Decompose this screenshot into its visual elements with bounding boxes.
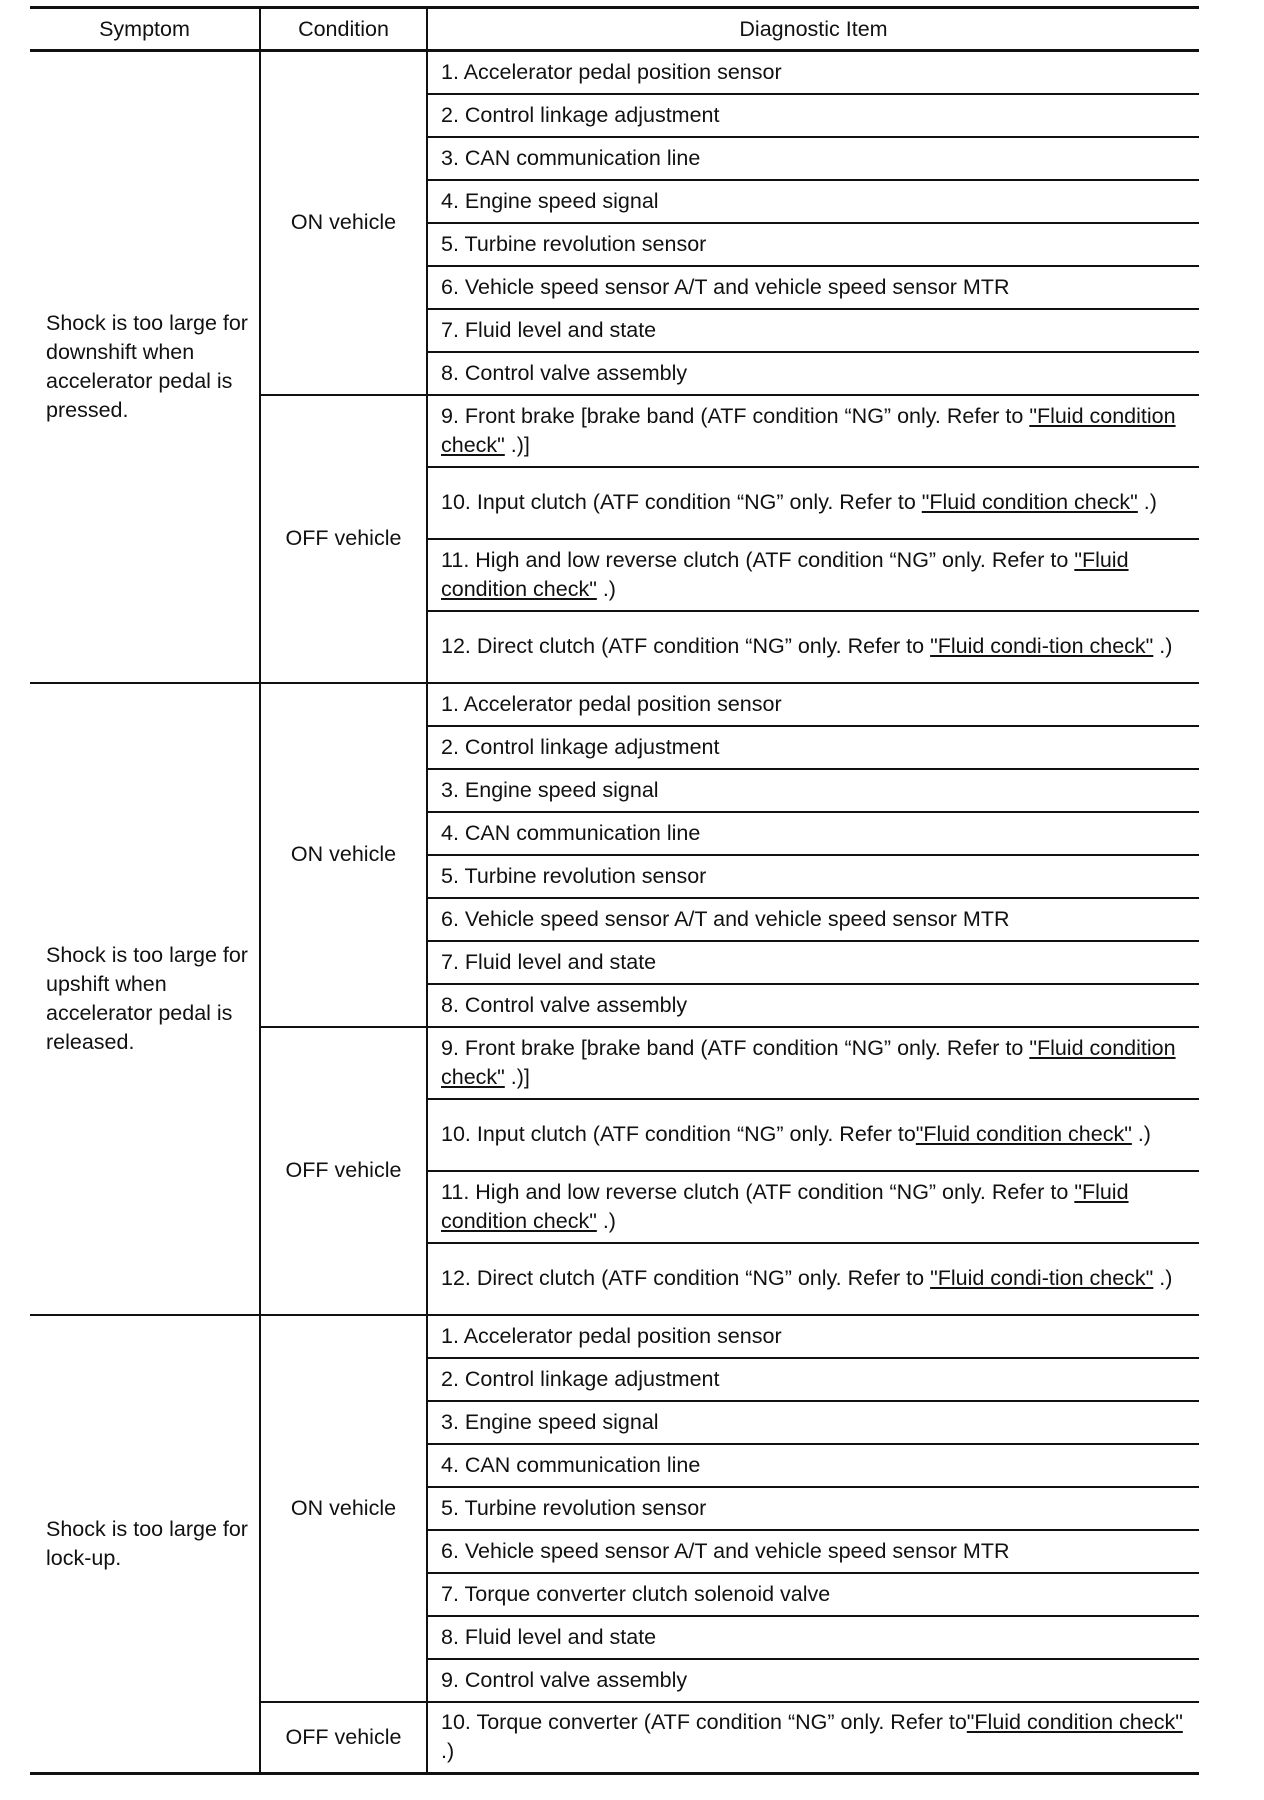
diagnostic-item: 4. CAN communication line bbox=[427, 1444, 1199, 1487]
symptom-cell: Shock is too large for upshift when accelerator pedal is released. bbox=[30, 683, 260, 1315]
diagnostic-item: 1. Accelerator pedal position sensor bbox=[427, 683, 1199, 726]
item-text-suffix: .) bbox=[1131, 1122, 1151, 1146]
diagnostic-item bbox=[427, 1702, 1199, 1774]
diagnostic-item: 8. Control valve assembly bbox=[427, 352, 1199, 395]
item-text: 9. Front brake [brake band (ATF condition “NG” only. Refer to bbox=[441, 403, 1030, 428]
diagnostic-item: 8. Control valve assembly bbox=[427, 984, 1199, 1027]
condition-on-vehicle: ON vehicle bbox=[260, 683, 427, 1027]
header-condition: Condition bbox=[260, 8, 427, 51]
diagnostic-item: 4. Engine speed signal bbox=[427, 180, 1199, 223]
fluid-condition-check-link[interactable]: "Fluid condition check" bbox=[441, 1179, 1129, 1233]
diagnostic-item: 7. Fluid level and state bbox=[427, 309, 1199, 352]
item-text: 10. Input clutch (ATF condition “NG” only. Refer to bbox=[441, 490, 922, 514]
condition-on-vehicle: ON vehicle bbox=[260, 51, 427, 395]
diagnostic-item bbox=[427, 1099, 1199, 1171]
item-text-suffix: .) bbox=[1153, 634, 1173, 658]
diagnostic-item: 1. Accelerator pedal position sensor bbox=[427, 1315, 1199, 1358]
diagnostic-item bbox=[427, 1243, 1199, 1315]
item-text-suffix: .)] bbox=[504, 1064, 530, 1089]
diagnostic-item: 7. Fluid level and state bbox=[427, 941, 1199, 984]
diagnostic-item: 8. Fluid level and state bbox=[427, 1616, 1199, 1659]
table-row bbox=[30, 1315, 1199, 1358]
condition-on-vehicle: ON vehicle bbox=[260, 1315, 427, 1702]
symptom-cell: Shock is too large for lock-up. bbox=[30, 1315, 260, 1774]
diagnostic-item: 6. Vehicle speed sensor A/T and vehicle speed sensor MTR bbox=[427, 266, 1199, 309]
diagnostic-item: 5. Turbine revolution sensor bbox=[427, 855, 1199, 898]
table-row bbox=[30, 683, 1199, 726]
diagnostic-item: 2. Control linkage adjustment bbox=[427, 726, 1199, 769]
item-text: 12. Direct clutch (ATF condition “NG” only. Refer to bbox=[441, 634, 931, 658]
diagnostic-item: 9. Control valve assembly bbox=[427, 1659, 1199, 1702]
fluid-condition-check-link[interactable]: "Fluid condition check" bbox=[921, 490, 1138, 514]
diagnostic-item: 3. Engine speed signal bbox=[427, 769, 1199, 812]
item-text: 10. Input clutch (ATF condition “NG” only. Refer to bbox=[441, 1122, 916, 1146]
diagnostic-item: 4. CAN communication line bbox=[427, 812, 1199, 855]
diagnostic-item: 2. Control linkage adjustment bbox=[427, 1358, 1199, 1401]
diagnostic-item bbox=[427, 1171, 1199, 1243]
diagnostic-table bbox=[30, 6, 1199, 1775]
header-diagnostic-item: Diagnostic Item bbox=[427, 8, 1199, 51]
diagnostic-item: 2. Control linkage adjustment bbox=[427, 94, 1199, 137]
diagnostic-item: 1. Accelerator pedal position sensor bbox=[427, 51, 1199, 94]
fluid-condition-check-link[interactable]: "Fluid condition check" bbox=[441, 547, 1129, 601]
table-body bbox=[30, 51, 1199, 1774]
diagnostic-item bbox=[427, 395, 1199, 467]
fluid-condition-check-link[interactable]: "Fluid condi-tion check" bbox=[930, 1266, 1154, 1290]
table-header-row bbox=[30, 8, 1199, 51]
diagnostic-item bbox=[427, 1027, 1199, 1099]
diagnostic-item: 3. CAN communication line bbox=[427, 137, 1199, 180]
item-text-suffix: .) bbox=[1153, 1266, 1173, 1290]
diagnostic-item: 7. Torque converter clutch solenoid valve bbox=[427, 1573, 1199, 1616]
fluid-condition-check-link[interactable]: "Fluid condi-tion check" bbox=[930, 634, 1154, 658]
item-text: 11. High and low reverse clutch (ATF condition “NG” only. Refer to bbox=[441, 547, 1075, 572]
fluid-condition-check-link[interactable]: "Fluid condition check" bbox=[966, 1710, 1183, 1735]
diagnostic-item bbox=[427, 539, 1199, 611]
item-text: 9. Front brake [brake band (ATF condition “NG” only. Refer to bbox=[441, 1035, 1030, 1060]
fluid-condition-check-link[interactable]: "Fluid condition check" bbox=[441, 1035, 1176, 1089]
diagnostic-item: 6. Vehicle speed sensor A/T and vehicle speed sensor MTR bbox=[427, 898, 1199, 941]
item-text-suffix: .) bbox=[441, 1739, 455, 1764]
condition-off-vehicle: OFF vehicle bbox=[260, 395, 427, 683]
diagnostic-item: 3. Engine speed signal bbox=[427, 1401, 1199, 1444]
item-text: 10. Torque converter (ATF condition “NG” only. Refer to bbox=[441, 1710, 967, 1735]
item-text-suffix: .) bbox=[596, 1208, 616, 1233]
diagnostic-item: 5. Turbine revolution sensor bbox=[427, 1487, 1199, 1530]
diagnostic-item bbox=[427, 467, 1199, 539]
item-text: 12. Direct clutch (ATF condition “NG” only. Refer to bbox=[441, 1266, 931, 1290]
fluid-condition-check-link[interactable]: "Fluid condition check" bbox=[441, 403, 1176, 457]
symptom-cell: Shock is too large for downshift when accelerator pedal is pressed. bbox=[30, 51, 260, 683]
item-text-suffix: .)] bbox=[504, 432, 530, 457]
table-row bbox=[30, 51, 1199, 94]
diagnostic-item: 6. Vehicle speed sensor A/T and vehicle speed sensor MTR bbox=[427, 1530, 1199, 1573]
fluid-condition-check-link[interactable]: "Fluid condition check" bbox=[915, 1122, 1132, 1146]
item-text-suffix: .) bbox=[1137, 490, 1157, 514]
diagnostic-item bbox=[427, 611, 1199, 683]
item-text: 11. High and low reverse clutch (ATF condition “NG” only. Refer to bbox=[441, 1179, 1075, 1204]
condition-off-vehicle: OFF vehicle bbox=[260, 1702, 427, 1774]
header-symptom: Symptom bbox=[30, 8, 260, 51]
diagnostic-item: 5. Turbine revolution sensor bbox=[427, 223, 1199, 266]
condition-off-vehicle: OFF vehicle bbox=[260, 1027, 427, 1315]
item-text-suffix: .) bbox=[596, 576, 616, 601]
